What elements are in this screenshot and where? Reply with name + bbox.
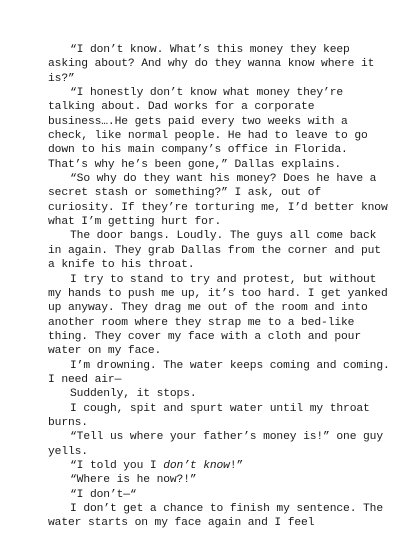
paragraph-text-end: !” (229, 459, 244, 472)
paragraph: “Where is he now?!” (70, 474, 197, 487)
body-text (48, 43, 393, 531)
paragraph: The door bangs. Loudly. The guys all come back in again. They grab Dallas from the corner and put a knife to his throat. (48, 230, 381, 272)
paragraph-text-start: “I told you I (70, 459, 164, 472)
paragraph: I cough, spit and spurt water until my throat burns. (48, 402, 370, 429)
paragraph: “I honestly don’t know what money they’re talking about. Dad works for a corporate business….He gets paid every two weeks with a check, like normal people. He had to leave to go down to his main company’s office in Florida. That’s why he’s been gone,” Dallas explains. (48, 87, 368, 171)
paragraph: I try to stand to try and protest, but without my hands to push me up, it’s too hard. I get yanked up anyway. They drag me out of the room and into another room where they strap me to a bed-like thing. They cover my face with a cloth and pour water on my face. (48, 273, 388, 358)
paragraph: “I don’t—“ (70, 488, 137, 501)
paragraph: “I don’t know. What’s this money they keep asking about? And why do they wanna know where it is?” (48, 44, 375, 85)
paragraph: I’m drowning. The water keeps coming and coming. I need air— (48, 359, 390, 386)
paragraph: “So why do they want his money? Does he have a secret stash or something?” I ask, out of curiosity. If they’re torturing me, I’d better know what I’m getting hurt for. (48, 173, 388, 229)
paragraph: Suddenly, it stops. (70, 388, 197, 401)
emphasized-text: don’t know (163, 459, 230, 472)
paragraph: I don’t get a chance to finish my sentence. The water starts on my face again and I feel (48, 503, 383, 530)
paragraph-with-emphasis (48, 459, 393, 473)
paragraph: “Tell us where your father’s money is!” one guy yells. (48, 431, 383, 458)
